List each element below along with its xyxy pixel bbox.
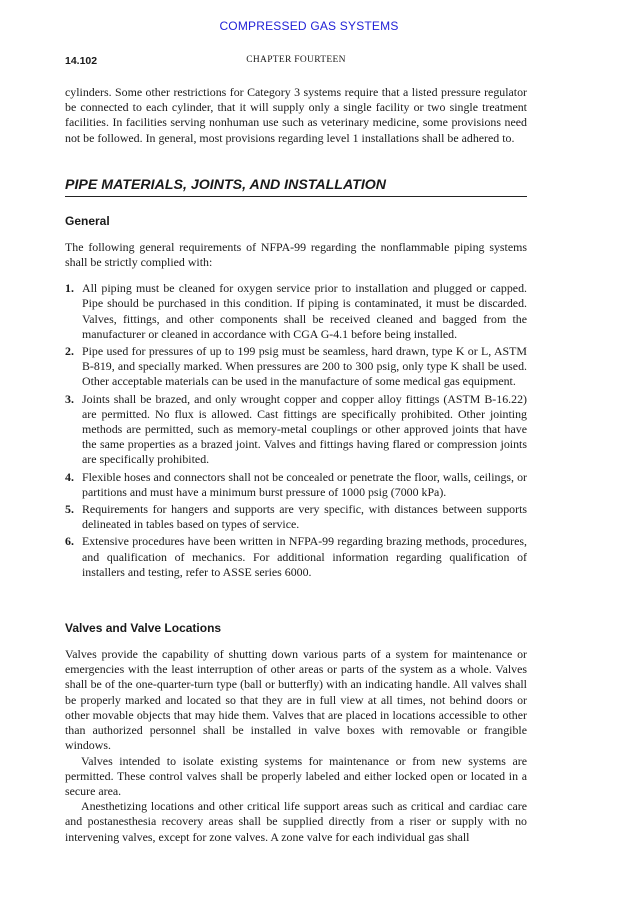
list-item-number: 5. [65, 502, 74, 517]
list-item [65, 392, 527, 468]
general-heading: General [65, 213, 110, 228]
list-item-text: Joints shall be brazed, and only wrought copper and copper alloy fittings (ASTM B-16.22) are permitted. No flux is allowed. Cast fittings are specifically prohibited. Other jointing methods are permitted, such as memory-metal couplings or other approved joints that have the same properties as a brazed joint. Valves and fittings having flared or compression joints are specifically prohibited. [82, 391, 527, 467]
general-intro: The following general requirements of NFPA-99 regarding the nonflammable piping systems shall be strictly complied with: [65, 239, 527, 270]
chapter-label: CHAPTER FOURTEEN [246, 55, 346, 65]
list-item-text: Pipe used for pressures of up to 199 psig must be seamless, hard drawn, type K or L, ASTM B-819, and specially marked. When pressures are 200 to 300 psig, only type K shall be used. Other acceptable materials can be used in the manufacture of some medical gas equipment. [82, 344, 527, 389]
valves-heading: Valves and Valve Locations [65, 621, 222, 636]
list-item [65, 281, 527, 342]
running-title: COMPRESSED GAS SYSTEMS [219, 19, 399, 33]
list-item-text: Extensive procedures have been written in NFPA-99 regarding brazing methods, procedures, and qualification of mechanics. For additional information regarding qualification of installers and testing, refer to ASSE series 6000. [82, 534, 527, 579]
list-item-number: 6. [65, 534, 74, 549]
requirements-list [65, 281, 527, 580]
list-item [65, 344, 527, 390]
list-item-number: 4. [65, 469, 74, 484]
opening-paragraph: cylinders. Some other restrictions for Category 3 systems require that a listed pressure regulator be connected to each cylinder, that it will supply only a single facility or two single treatment facilities. In facilities serving nonhuman use such as veterinary medicine, some provisions need not be followed. In general, most provisions regarding level 1 installations shall be adhered to. [65, 85, 527, 145]
valves-paragraph: Valves intended to isolate existing systems for maintenance or from new systems are permitted. These control valves shall be properly labeled and either locked open or located in a secure area. [65, 753, 527, 798]
page-body [65, 85, 527, 845]
list-item-text: Flexible hoses and connectors shall not be concealed or penetrate the floor, walls, ceilings, or partitions and must have a minimum burst pressure of 1000 psig (7000 kPa). [82, 469, 527, 499]
list-item-text: Requirements for hangers and supports are very specific, with distances between supports delineated in tables based on types of service. [82, 502, 527, 532]
section-heading: PIPE MATERIALS, JOINTS, AND INSTALLATION [65, 176, 527, 197]
list-item [65, 502, 527, 532]
valves-paragraph: Valves provide the capability of shutting down various parts of a system for maintenance or emergencies with the least interruption of other areas or parts of the system as a whole. Valves shall be of the one-quarter-turn type (ball or butterfly) with an indicating handle. All valves shall be properly marked and located so that they are in full view at all times, not behind doors or other movable objects that may hide them. Valves that are placed in locations accessible to other than authorized personnel shall be installed in valve boxes with removable or frangible windows. [65, 647, 527, 753]
list-item-number: 2. [65, 344, 74, 359]
page-number: 14.102 [65, 55, 98, 67]
list-item [65, 470, 527, 500]
valves-paragraph: Anesthetizing locations and other critical life support areas such as critical and cardiac care and postanesthesia recovery areas shall be supplied directly from a riser or supply with no intervening valves, except for zone valves. A zone valve for each individual gas shall [65, 799, 527, 844]
list-item-number: 3. [65, 391, 74, 406]
list-item-number: 1. [65, 281, 74, 296]
list-item-text: All piping must be cleaned for oxygen service prior to installation and plugged or capped. Pipe should be purchased in this condition. If piping is contaminated, it must be discarded. Valves, fittings, and other components shall be received cleaned and bagged from the manufacturer or cleaned in accordance with CGA G-4.1 before being installed. [82, 281, 527, 341]
list-item [65, 534, 527, 580]
